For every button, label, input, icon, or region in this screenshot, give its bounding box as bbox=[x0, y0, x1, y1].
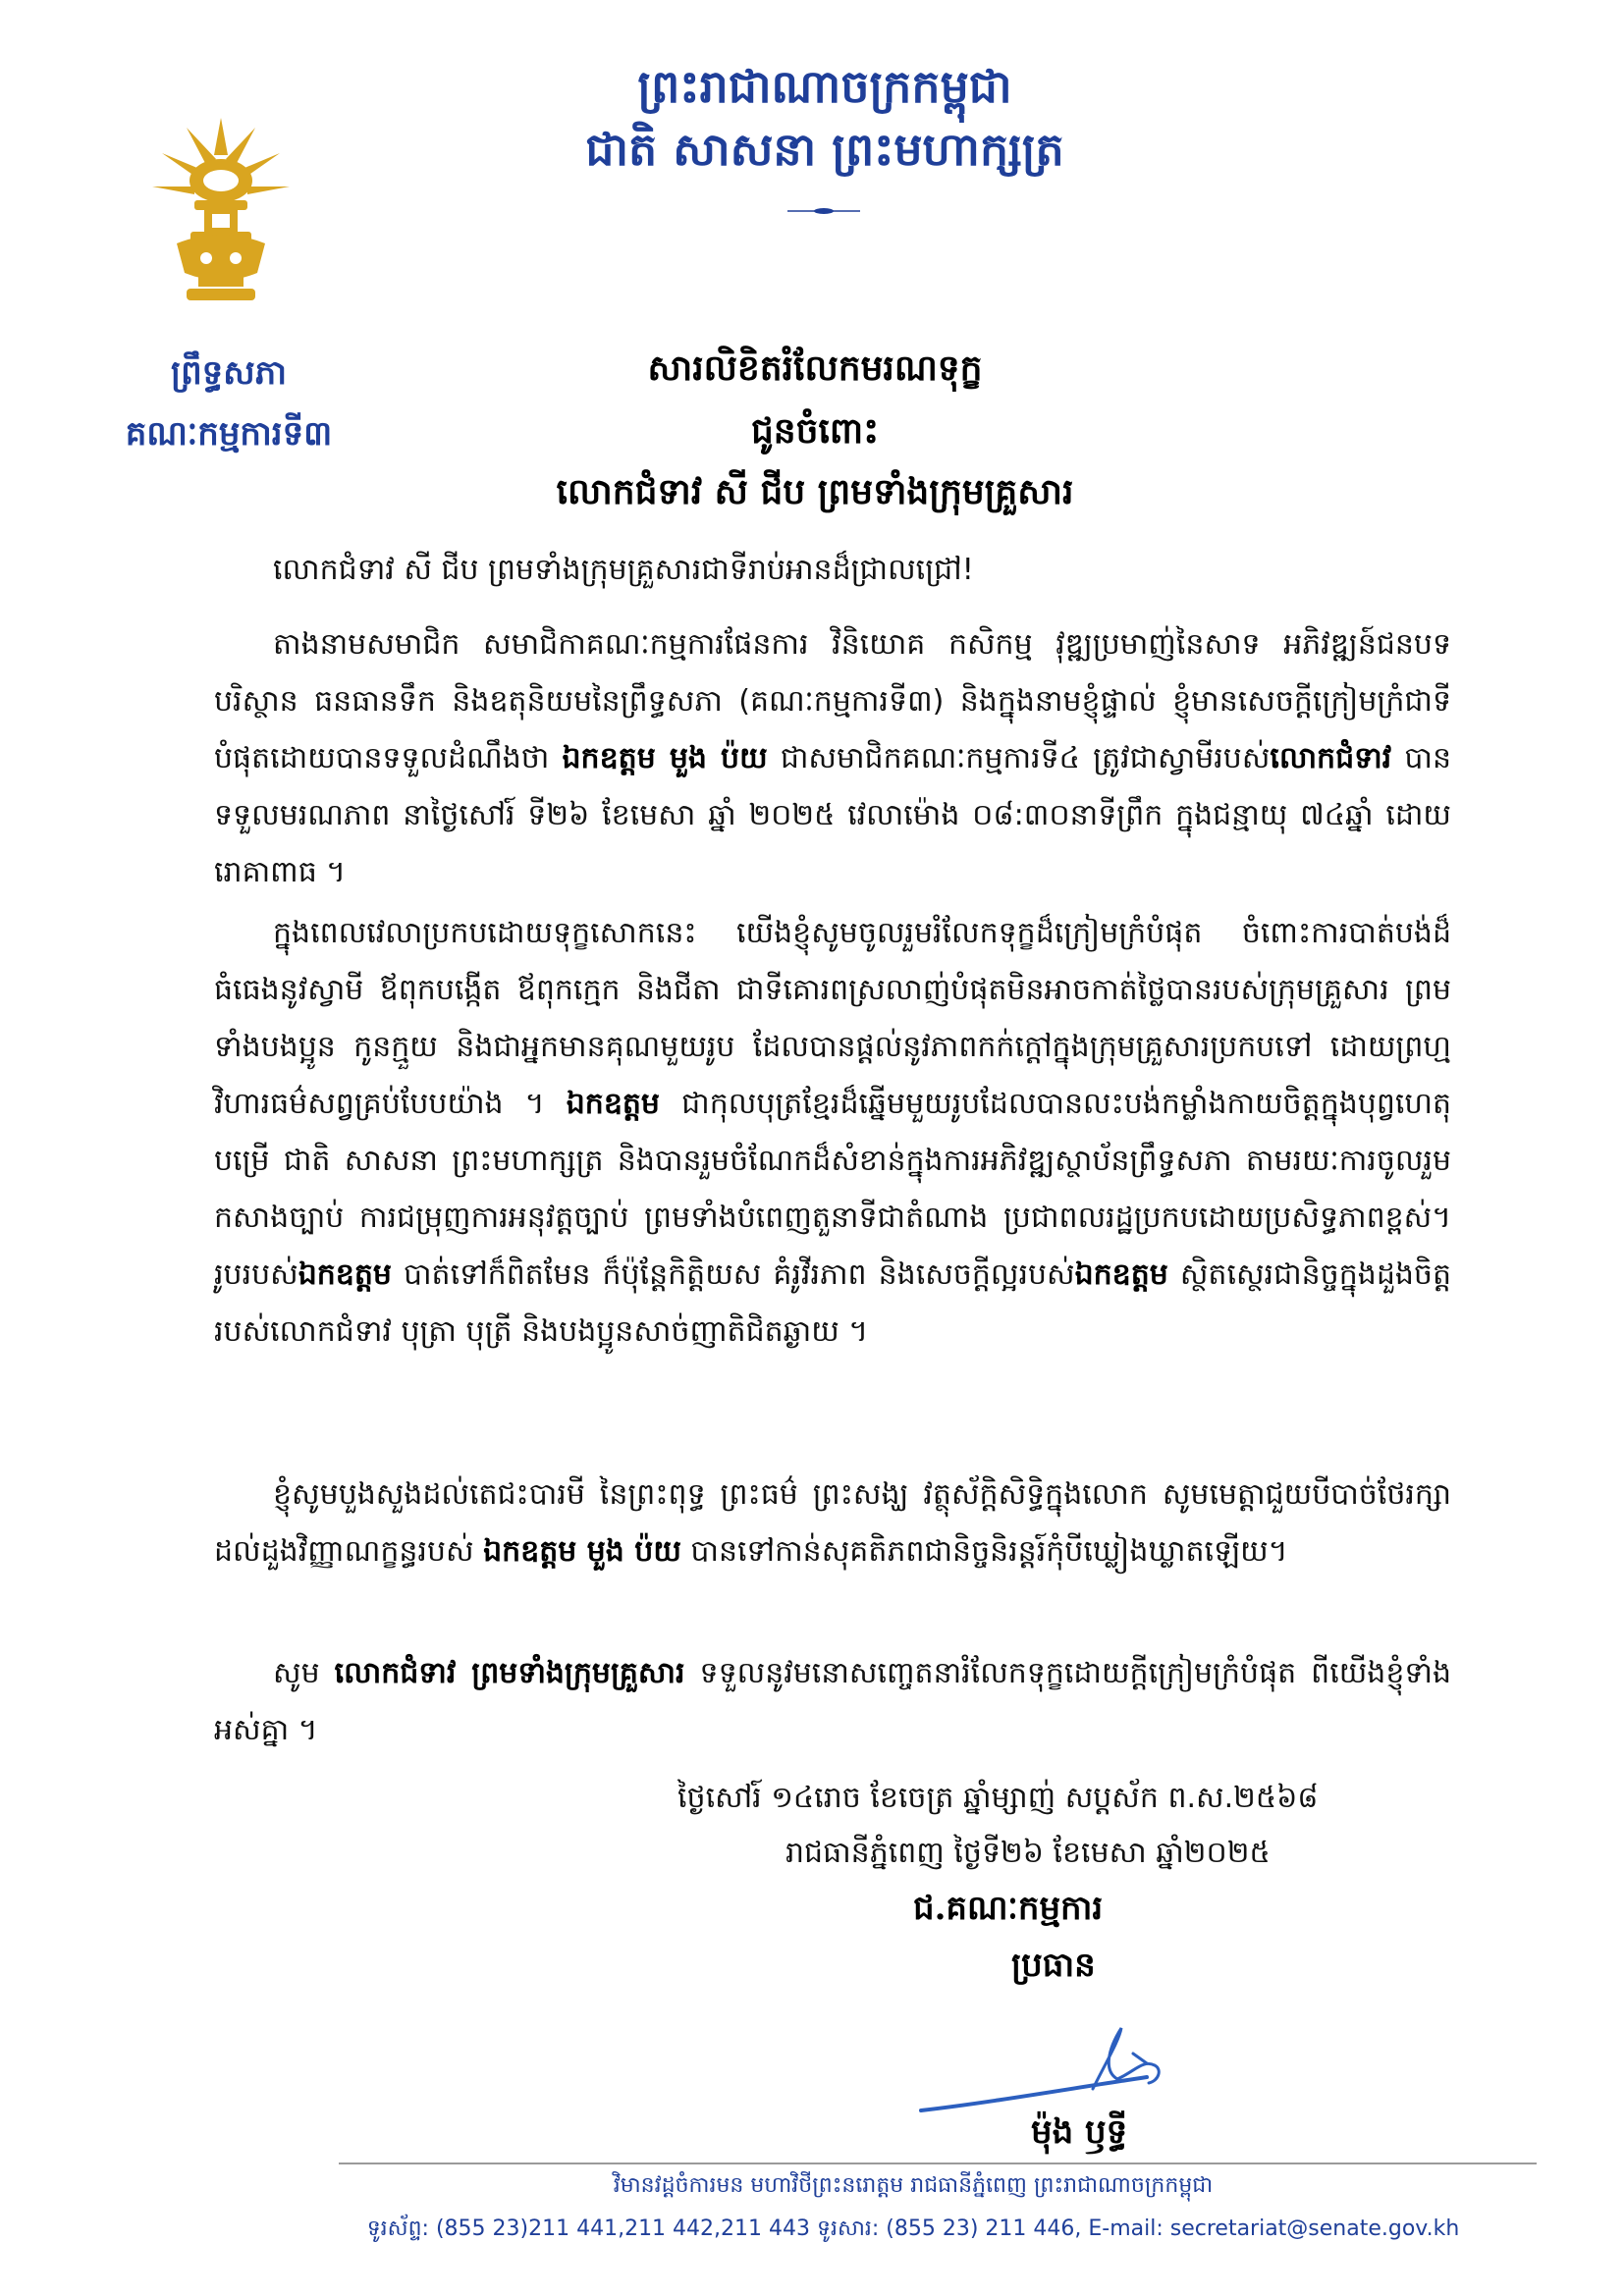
paragraph-2: ក្នុងពេលវេលាប្រកបដោយទុក្ខសោកនេះ យើងខ្ញុំសូមចូលរួមរំលែកទុក្ខដ៏ក្រៀមក្រំបំផុត ចំពោះការបាត់បង់ដ៏ធំធេងនូវស្វាមី ឪពុកបង្កើត ឪពុកក្មេក និងជីតា ជាទីគោរពស្រលាញ់បំផុតមិនអាចកាត់ថ្លៃបានរបស់ក្រុមគ្រួសារ ព្រមទាំងបងប្អូន កូនក្មួយ និងជាអ្នកមានគុណមួយរូប ដែលបានផ្តល់នូវភាពកក់ក្តៅក្នុងក្រុមគ្រួសារប្រកបទៅ ដោយព្រហ្មវិហារធម៌សព្វគ្រប់បែបយ៉ាង ។ ឯកឧត្តម ជាកុលបុត្រខ្មែរដ៏ឆ្នើមមួយរូបដែលបានលះបង់កម្លាំងកាយចិត្តក្នុងបុព្វហេតុបម្រើ ជាតិ សាសនា ព្រះមហាក្សត្រ និងបានរួមចំណែកដ៏សំខាន់ក្នុងការអភិវឌ្ឍស្ថាប័នព្រឹទ្ធសភា តាមរយៈការចូលរួមកសាងច្បាប់ ការជម្រុញការអនុវត្តច្បាប់ ព្រមទាំងបំពេញតួនាទីជាតំណាង ប្រជាពលរដ្ឋប្រកបដោយប្រសិទ្ធភាពខ្ពស់។ រូបរបស់ឯកឧត្តម បាត់ទៅក៏ពិតមែន ក៏ប៉ុន្តែកិត្តិយស គំរូវីរភាព និងសេចក្តីល្អរបស់ឯកឧត្តម ស្ថិតស្ថេរជានិច្ចក្នុងដួងចិត្តរបស់លោកជំទាវ បុត្រា បុត្រី និងបងប្អូនសាច់ញាតិជិតឆ្ងាយ ។ bbox=[214, 916, 1451, 1349]
letter-title: សារលិខិតរំលែកមរណទុក្ខ bbox=[647, 347, 983, 389]
paragraph-1: តាងនាមសមាជិក សមាជិកាគណៈកម្មការផែនការ វិនិយោគ កសិកម្ម វុឌ្ឍប្រមាញ់នៃសាទ អភិវឌ្ឍន៍ជនបទ បរិស្ថាន ធនធានទឹក និងឧតុនិយមនៃព្រឹទ្ធសភា (គណៈកម្មការទី៣) និងក្នុងនាមខ្ញុំផ្ទាល់ ខ្ញុំមានសេចក្តីក្រៀមក្រំជាទីបំផុតដោយបានទទួលដំណឹងថា ឯកឧត្តម មួង ប៉យ ជាសមាជិកគណៈកម្មការទី៤ ត្រូវជាស្វាមីរបស់លោកជំទាវ បានទទួលមរណភាព នាថ្ងៃសៅរ៍ ទី២៦ ខែមេសា ឆ្នាំ ២០២៥ វេលាម៉ោង ០៨:៣០នាទីព្រឹក ក្នុងជន្មាយុ ៧៤ឆ្នាំ ដោយរោគាពាធ ។ bbox=[214, 627, 1452, 889]
paragraph-3: ខ្ញុំសូមបួងសួងដល់តេជះបារមី នៃព្រះពុទ្ធ ព្រះធម៌ ព្រះសង្ឃ វត្ថុស័ក្តិសិទ្ធិក្នុងលោក សូមមេត្តាជួយបីបាច់ថែរក្សាដល់ដួងវិញ្ញាណក្ខន្ធរបស់ ឯកឧត្តម មួង ប៉យ បានទៅកាន់សុគតិភពជានិច្ចនិរន្តរ៍កុំបីឃ្លៀងឃ្លាតឡើយ។ bbox=[214, 1477, 1451, 1569]
national-motto: ជាតិ សាសនា ព្រះមហាក្សត្រ bbox=[585, 123, 1064, 176]
name-highlight: លោកជំទាវ bbox=[1270, 741, 1392, 775]
lunar-date: ថ្ងៃសៅរ៍ ១៤រោច ខែចេត្រ ឆ្នាំម្សាញ់ សប្តស័ក ព.ស.២៥៦៨ bbox=[677, 1781, 1319, 1815]
senate-emblem-icon bbox=[147, 116, 295, 312]
name-highlight: ឯកឧត្តម bbox=[1074, 1257, 1168, 1292]
ornament-divider-icon bbox=[787, 204, 860, 218]
letter-addressee-intro: ជូនចំពោះ bbox=[750, 410, 880, 452]
letter-addressee: លោកជំទាវ សី ជីប ព្រមទាំងក្រុមគ្រួសារ bbox=[556, 471, 1074, 512]
name-highlight: ឯកឧត្តម bbox=[566, 1087, 660, 1121]
commission-name: គណៈកម្មការទី៣ bbox=[125, 414, 333, 454]
paragraph-4: សូម លោកជំទាវ ព្រមទាំងក្រុមគ្រួសារ ទទួលនូវមនោសញ្ចេតនារំលែកទុក្ខដោយក្តីក្រៀមក្រំបំផុត ពីយើងខ្ញុំទាំងអស់គ្នា ។ bbox=[214, 1656, 1451, 1747]
name-highlight: ឯកឧត្តម មួង ប៉យ bbox=[562, 741, 768, 775]
footer-address: វិមានវដ្តចំការមន មហាវិថីព្រះនរោត្តម រាជធានីភ្នំពេញ ព្រះរាជាណាចក្រកម្ពុជា bbox=[613, 2173, 1214, 2198]
footer-divider bbox=[339, 2163, 1537, 2164]
greeting: លោកជំទាវ សី ជីប ព្រមទាំងក្រុមគ្រួសារជាទីរាប់អានដ៏ជ្រាលជ្រៅ! bbox=[273, 553, 974, 587]
name-highlight: លោកជំទាវ ព្រមទាំងក្រុមគ្រួសារ bbox=[334, 1656, 685, 1690]
signatory-role: ប្រធាន bbox=[1011, 1946, 1096, 1985]
name-highlight: ឯកឧត្តម មួង ប៉យ bbox=[483, 1534, 681, 1569]
name-highlight: ឯកឧត្តម bbox=[298, 1257, 392, 1292]
footer-contact: ទូរស័ព្ទ: (855 23)211 441,211 442,211 443 ទូរសារ: (855 23) 211 446, E-mail: secretariat@senate.gov.kh bbox=[366, 2216, 1460, 2241]
kingdom-heading: ព្រះរាជាណាចក្រកម្ពុជា bbox=[637, 60, 1012, 113]
on-behalf-of: ជ.គណៈកម្មការ bbox=[913, 1889, 1104, 1928]
signatory-name: ម៉ុង ឫទ្ធី bbox=[1031, 2112, 1128, 2152]
solar-date: រាជធានីភ្នំពេញ ថ្ងៃទី២៦ ខែមេសា ឆ្នាំ២០២៥ bbox=[785, 1836, 1271, 1870]
senate-name: ព្រឹទ្ធសភា bbox=[170, 353, 288, 393]
